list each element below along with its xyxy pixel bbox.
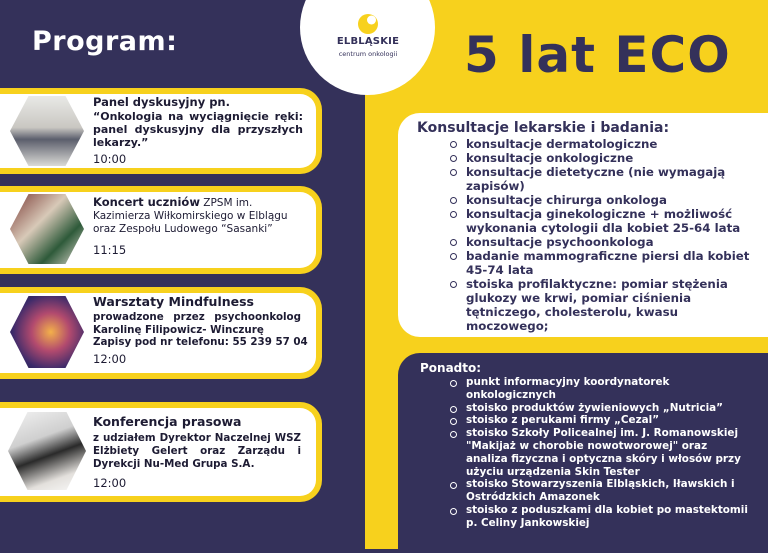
- program-title: Program:: [32, 26, 178, 57]
- event-1-time: 10:00: [93, 152, 127, 166]
- consultations-list: [448, 137, 758, 333]
- list-item: punkt informacyjny koordynatorek onkologicznych: [448, 376, 748, 402]
- event-3-phone: Zapisy pod nr telefonu: 55 239 57 04: [93, 336, 308, 348]
- event-2-title: Koncert uczniów: [93, 195, 200, 209]
- list-item: stoiska profilaktyczne: pomiar stężenia glukozy we krwi, pomiar ciśnienia tętniczego, cholesterolu, kwasu moczowego;: [448, 277, 758, 333]
- event-3-time: 12:00: [93, 352, 127, 366]
- list-item: konsultacje psychoonkologa: [448, 235, 758, 249]
- event-2-time: 11:15: [93, 243, 127, 257]
- list-item: konsultacje dermatologiczne: [448, 137, 758, 151]
- additional-heading: Ponadto:: [420, 361, 482, 375]
- list-item: stoisko Szkoły Policealnej im. J. Romanowskiej "Makijaż w chorobie nowotworowej" oraz analiza fizyczna i optyczna skóry i włosów przy użyciu urządzenia Skin Tester: [448, 427, 748, 478]
- list-item: stoisko Stowarzyszenia Elbląskich, Iławskich i Ostródzkich Amazonek: [448, 478, 748, 504]
- additional-list: [448, 376, 748, 530]
- event-1-description: “Onkologia na wyciągnięcie ręki: panel dyskusyjny dla przyszłych lekarzy.”: [93, 110, 303, 149]
- event-1-title: Panel dyskusyjny pn.: [93, 95, 230, 109]
- list-item: konsultacje dietetyczne (nie wymagają zapisów): [448, 165, 758, 193]
- list-item: stoisko produktów żywieniowych „Nutricia”: [448, 402, 748, 415]
- event-4-time: 12:00: [93, 476, 127, 490]
- list-item: stoisko z perukami firmy „Cezal”: [448, 414, 748, 427]
- logo-subtitle: centrum onkologii: [338, 50, 398, 58]
- list-item: konsultacje chirurga onkologa: [448, 193, 758, 207]
- event-2-description: [93, 196, 308, 236]
- event-4-title: Konferencja prasowa: [93, 414, 242, 429]
- event-4-description: z udziałem Dyrektor Naczelnej WSZ Elżbiety Gelert oraz Zarządu i Dyrekcji Nu-Med Grupa S.A.: [93, 432, 301, 470]
- eco-title: 5 lat ECO: [464, 26, 731, 84]
- logo-mark-icon: [357, 13, 379, 35]
- list-item: konsultacja ginekologiczne + możliwość wykonania cytologii dla kobiet 25-64 lata: [448, 207, 758, 235]
- event-3-title: Warsztaty Mindfulness: [93, 294, 254, 309]
- logo-name: ELBLĄSKIE: [336, 36, 400, 47]
- consultations-heading: Konsultacje lekarskie i badania:: [417, 120, 670, 136]
- list-item: stoisko z poduszkami dla kobiet po mastektomii p. Celiny Jankowskiej: [448, 504, 748, 530]
- list-item: konsultacje onkologiczne: [448, 151, 758, 165]
- event-2-description-rest: ZPSM im. Kazimierza Wiłkomirskiego w Elblągu oraz Zespołu Ludowego “Sasanki”: [93, 197, 288, 235]
- list-item: badanie mammograficzne piersi dla kobiet 45-74 lata: [448, 249, 758, 277]
- event-3-description: prowadzone przez psychoonkolog Karolinę Filipowicz- Winczurę: [93, 311, 301, 336]
